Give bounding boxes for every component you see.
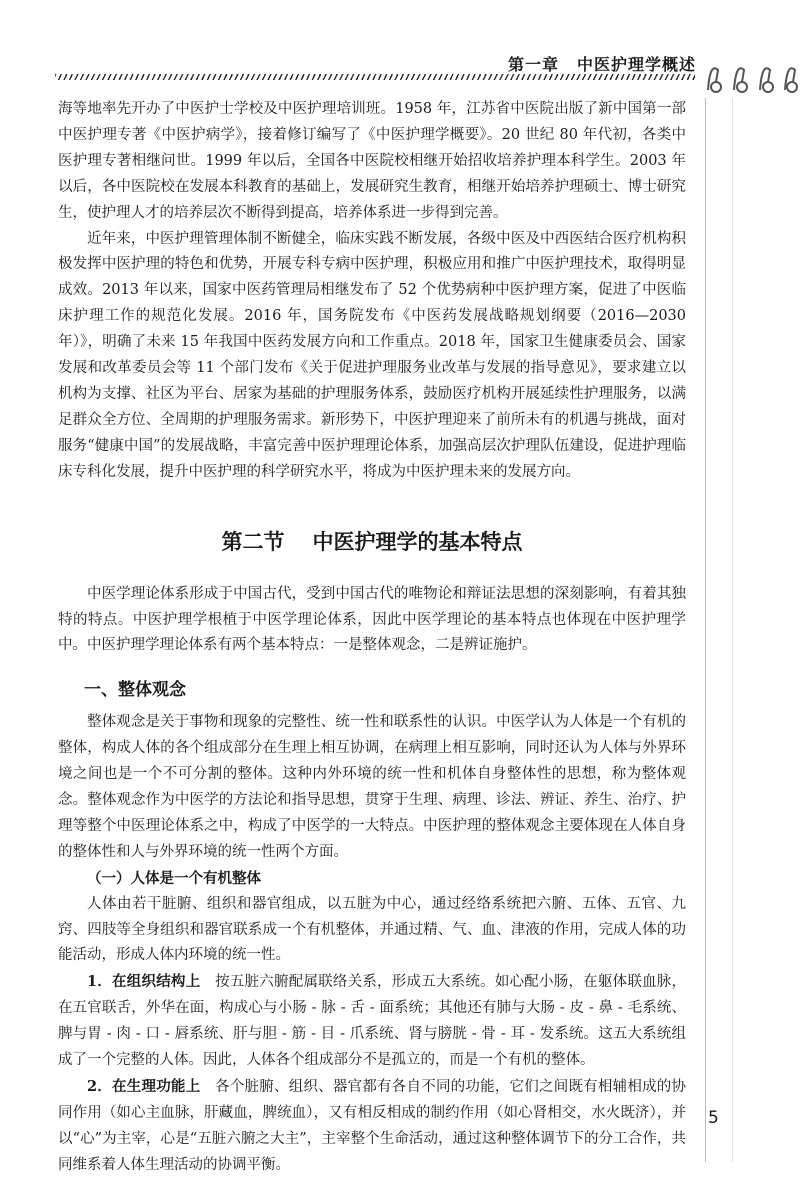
paragraph-recent-years: 近年来，中医护理管理体制不断健全，临床实践不断发展，各级中医及中西医结合医疗机构积极发挥中医护理的特色和优势，开展专科专病中医护理，积极应用和推广中医护理技术，取得明显成效。2013 年以来，国家中医药管理局相继发布了 52 个优势病种中医护理方案，促进了中医临床护理工作的规范化发展。2016 年，国务院发布《中医药发展战略规划纲要（2016—2030 年）》，明确了未来 15 年我国中医药发展方向和工作重点。2018 年，国家卫生健康委员会、国家发展和改革委员会等 11 个部门发布《关于促进护理服务业改革与发展的指导意见》，要求建立以机构为支撑、社区为平台、居家为基础的护理服务体系，鼓励医疗机构开展延续性护理服务，以满足群众全方位、全周期的护理服务需求。新形势下，中医护理迎来了前所未有的机遇与挑战，面对服务“健康中国”的发展战略，丰富完善中医护理理论体系，加强高层次护理队伍建设，促进护理临床专科化发展，提升中医护理的科学研究水平，将成为中医护理未来的发展方向。 [58, 230, 686, 480]
subsection-heading: 一、整体观念 [84, 680, 186, 701]
section-number: 第二节 [221, 529, 285, 554]
header-hatch-rule [55, 74, 695, 80]
margin-line-light [732, 98, 733, 1162]
item-function-text: 各个脏腑、组织、器官都有各自不同的功能，它们之间既有相辅相成的协同作用（如心主血脉，肝藏血，脾统血），又有相反相成的制约作用（如心肾相交，水火既济），并以“心”为主宰，心是“五脏六腑之大主”，主宰整个生命活动，通过这种整体调节下的分工合作，共同维系着人体生理活动的协调平衡。 [58, 1079, 687, 1173]
page-number: 5 [708, 1108, 719, 1128]
paragraph-history: 海等地率先开办了中医护士学校及中医护理培训班。1958 年，江苏省中医院出版了新中国第一部中医护理专著《中医护病学》，接着修订编写了《中医护理学概要》。20 世纪 80 年代初，各类中医护理专著相继问世。1999 年以后，全国各中医院校相继开始招收培养护理本科学生。2003 年以后，各中医院校在发展本科教育的基础上，发展研究生教育，相继开始培养护理硕士、博士研究生，使护理人才的培养层次不断得到提高，培养体系进一步得到完善。 [58, 101, 686, 221]
chapter-title: 中医护理学概述 [577, 55, 697, 74]
section-title-text: 中医护理学的基本特点 [312, 529, 523, 554]
holism-paragraph: 整体观念是关于事物和现象的完整性、统一性和联系性的认识。中医学认为人体是一个有机的整体，构成人体的各个组成部分在生理上相互协调，在病理上相互影响，同时还认为人体与外界环境之间也是一个不可分割的整体。这种内外环境的统一性和机体自身整体性的思想，称为整体观念。整体观念作为中医学的方法论和指导思想，贯穿于生理、病理、诊法、辨证、养生、治疗、护理等整个中医理论体系之中，构成了中医学的一大特点。中医护理的整体观念主要体现在人体自身的整体性和人与外界环境的统一性两个方面。 [58, 714, 686, 860]
spiral-binding-icon [702, 60, 800, 102]
item-structure-text: 按五脏六腑配属联络关系，形成五大系统。如心配小肠，在躯体联血脉，在五官联舌，外华在面，构成心与小肠 - 脉 - 舌 - 面系统；其他还有肺与大肠 - 皮 - 鼻 - 毛系统、脾与胃 - 肉 - 口 - 唇系统、肝与胆 - 筋 - 目 - 爪系统、肾与膀胱 - 骨 - 耳 - 发系统。这五大系统组成了一个完整的人体。因此，人体各个组成部分不是孤立的，而是一个有机的整体。 [58, 974, 687, 1069]
page-body [58, 97, 686, 1179]
item-function-lead: 2．在生理功能上 [87, 1078, 201, 1095]
chapter-number: 第一章 [508, 55, 560, 74]
organic-whole-paragraph: 人体由若干脏腑、组织和器官组成，以五脏为中心，通过经络系统把六腑、五体、五官、九窍、四肢等全身组织和器官联系成一个有机整体，并通过精、气、血、津液的作用，完成人体的功能活动，形成人体内环境的统一性。 [58, 895, 686, 964]
item-structure-lead: 1．在组织结构上 [87, 973, 201, 991]
section-title [58, 526, 686, 556]
item-function-paragraph [58, 1074, 686, 1179]
subheading-organic-whole: （一）人体是一个有机整体 [87, 869, 261, 887]
item-structure-paragraph [58, 969, 686, 1074]
margin-line [705, 98, 706, 1162]
section-intro-paragraph: 中医学理论体系形成于中国古代，受到中国古代的唯物论和辩证法思想的深刻影响，有着其独特的特点。中医护理学根植于中医学理论体系，因此中医学理论的基本特点也体现在中医护理学中。中医护理学理论体系有两个基本特点：一是整体观念，二是辨证施护。 [58, 585, 686, 654]
running-header [508, 52, 696, 75]
